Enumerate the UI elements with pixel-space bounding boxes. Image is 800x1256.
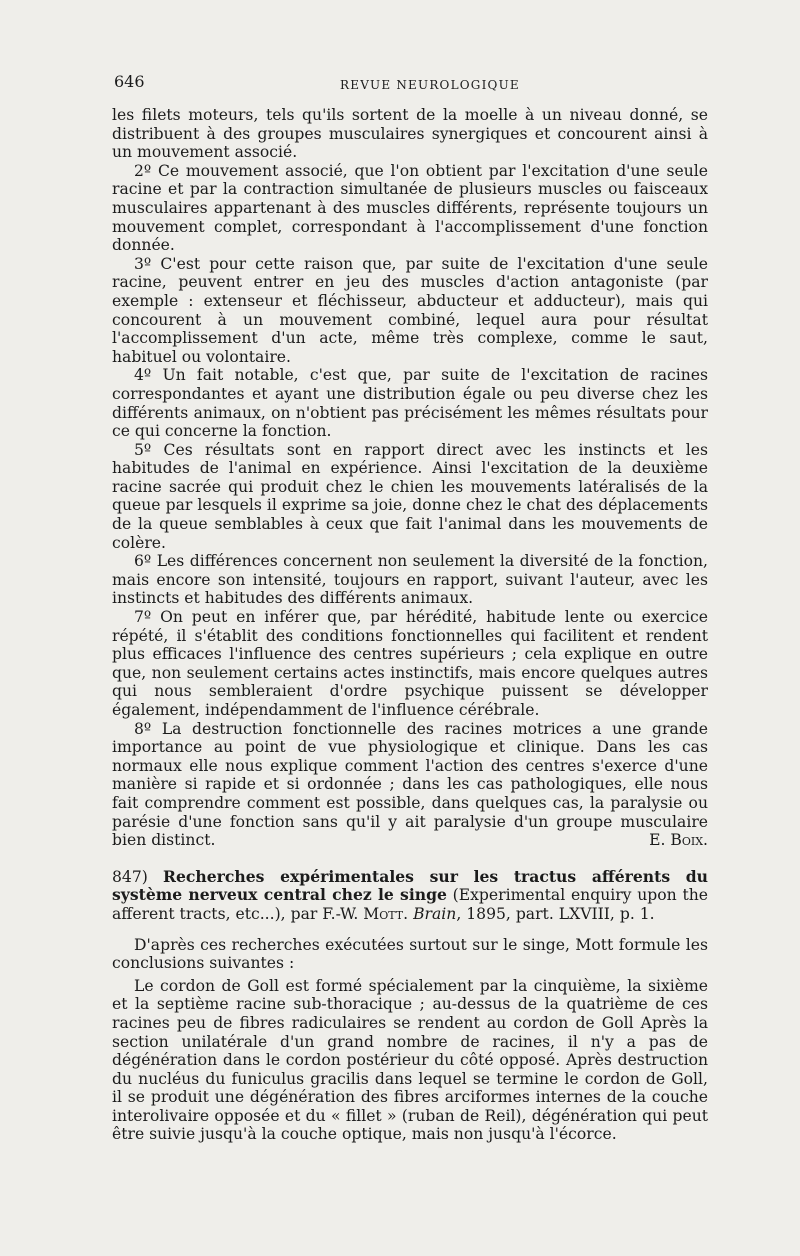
body-text [112,106,708,850]
signature: E. Boix. [649,831,708,850]
article-title: Recherches expérimentales sur les tractus afférents du système nerveux central chez le singe [112,866,708,905]
article-author: Mott [363,904,404,923]
paragraph-5: 5º Ces résultats sont en rapport direct avec les instincts et les habitudes de l'animal en expérience. Ainsi l'excitation de la deuxième racine sacrée qui produit chez le chien les mouvements latéralisés de la queue par lesquels il exprime sa joie, donne chez le chat des déplacements de la queue semblables à ceux que fait l'animal dans les mouvements de colère. [112,440,708,552]
paragraph-3: 3º C'est pour cette raison que, par suite de l'excitation d'une seule racine, peuvent entrer en jeu des muscles d'action antagoniste (par exemple : extenseur et fléchisseur, abducteur et adducteur), mais qui concourent à un mouvement combiné, lequel aura pour résultat l'accomplissement d'un acte, même très complexe, comme le saut, habituel ou volontaire. [112,254,708,366]
paragraph-8 [112,720,708,850]
article-citation: , 1895, part. LXVIII, p. 1. [456,904,655,923]
paragraph-2: 2º Ce mouvement associé, que l'on obtient par l'excitation d'une seule racine et par la contraction simultanée de plusieurs muscles ou faisceaux musculaires appartenant à des muscles différents, représente toujours un mouvement complet, correspondant à l'accomplissement d'une fonction donnée. [112,161,708,255]
journal-title: REVUE NEUROLOGIQUE [340,78,520,92]
article-subtitle: (Experimental enquiry upon the afferent tracts, etc...), par F.-W. [112,886,708,923]
article-number: 847) [112,867,148,886]
page-number: 646 [114,72,145,91]
article-heading: 847) Recherches expérimentales sur les tractus afférents du système nerveux central chez le singe (Experimental enquiry upon the afferent tracts, etc...), par F.-W. Mott. Brain, 1895, part. LXVIII, p. 1. [112,866,708,923]
paragraph-10: Le cordon de Goll est formé spécialement par la cinquième, la sixième et la septième racine sub-thoracique ; au-dessus de la quatrième de ces racines peu de fibres radiculaires se rendent au cordon de Goll Après la section unilatérale d'un grand nombre de racines, il n'y a pas de dégénération dans le cordon postérieur du côté opposé. Après destruction du nucléus du funiculus gracilis dans lequel se termine le cordon de Goll, il se produit une dégénération des fibres arciformes internes de la couche interolivaire opposée et du « fillet » (ruban de Reil), dégénération qui peut être suivie jusqu'à la couche optique, mais non jusqu'à l'écorce. [112,976,708,1144]
paragraph-1: les filets moteurs, tels qu'ils sortent de la moelle à un niveau donné, se distribuent à des groupes musculaires synergiques et concourent ainsi à un mouvement associé. [112,106,708,162]
paragraph-7: 7º On peut en inférer que, par hérédité, habitude lente ou exercice répété, il s'établit des conditions fonctionnelles qui facilitent et rendent plus efficaces l'influence des centres supérieurs ; cela explique en outre que, non seulement certains actes instinctifs, mais encore quelques autres qui nous sembleraient d'ordre psychique puissent se développer également, indépendamment de l'influence cérébrale. [112,608,708,719]
paragraph-9: D'après ces recherches exécutées surtout sur le singe, Mott formule les conclusions suivantes : [112,935,708,973]
running-head [112,72,708,98]
body-text-2 [112,936,708,1145]
paragraph-6: 6º Les différences concernent non seulement la diversité de la fonction, mais encore son intensité, toujours en rapport, suivant l'auteur, avec les instincts et habitudes des différents animaux. [112,552,708,608]
article-journal: Brain [413,904,457,923]
paragraph-4: 4º Un fait notable, c'est que, par suite de l'excitation de racines correspondantes et ayant une distribution égale ou peu diverse chez les différents animaux, on n'obtient pas précisément les mêmes résultats pour ce qui concerne la fonction. [112,366,708,441]
paragraph-8-text: 8º La destruction fonctionnelle des racines motrices a une grande importance au point de vue physiologique et clinique. Dans les cas normaux elle nous explique comment l'action des centres s'exerce d'une manière si rapide et si ordonnée ; dans les cas pathologiques, elle nous fait comprendre comment est possible, dans quelques cas, la paralysie ou parésie d'une fonction sans qu'il y ait paralysie d'un groupe musculaire bien distinct. [112,719,708,850]
